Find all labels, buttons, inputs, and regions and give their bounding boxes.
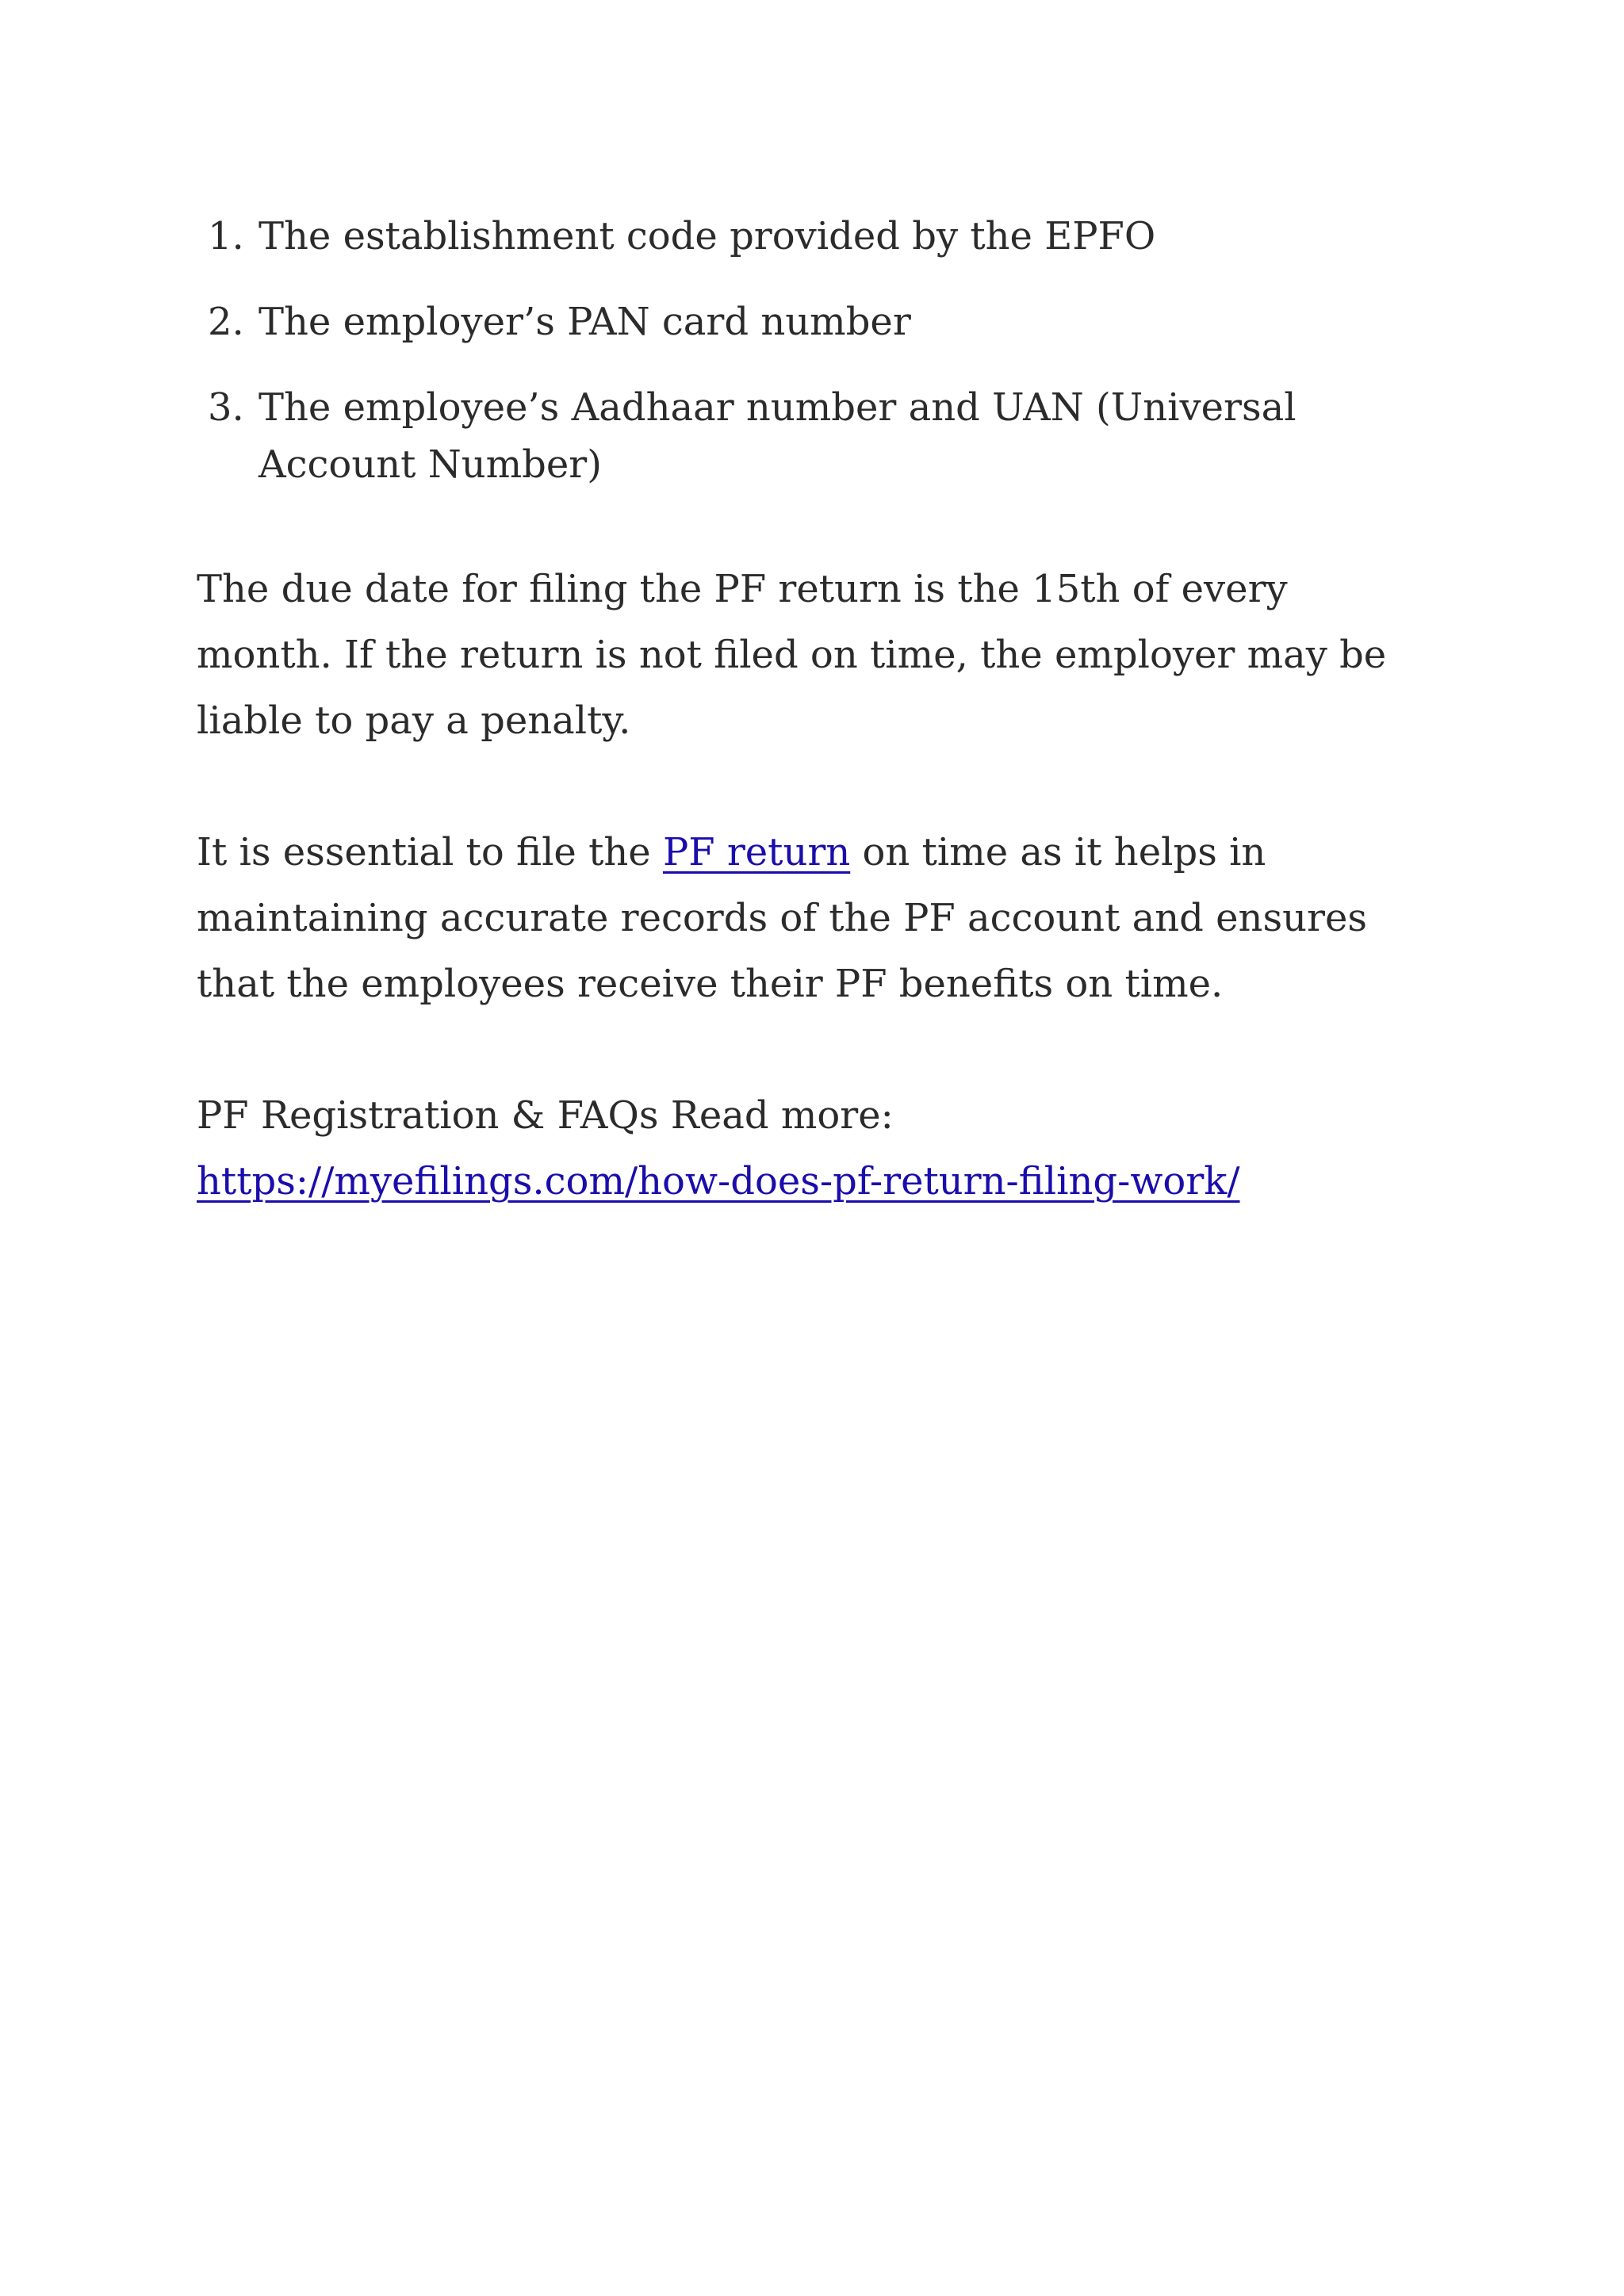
- list-item-number: 2.: [208, 300, 244, 344]
- read-more-link[interactable]: https://myefilings.com/how-does-pf-return-filing-work/: [197, 1159, 1240, 1203]
- read-more-prefix: PF Registration & FAQs Read more:: [197, 1093, 894, 1138]
- list-item-text: The employee’s Aadhaar number and UAN (Universal Account Number): [259, 385, 1297, 487]
- list-item: [197, 293, 1434, 350]
- list-item-text: The establishment code provided by the EPFO: [259, 214, 1156, 258]
- list-item: [197, 379, 1434, 493]
- read-more-paragraph: [197, 1083, 1434, 1215]
- list-item-number: 3.: [208, 385, 244, 430]
- due-date-paragraph: The due date for filing the PF return is the 15th of every month. If the return is not filed on time, the employer may be liable to pay a penalty.: [197, 567, 1387, 743]
- pf-return-link[interactable]: PF return: [662, 830, 851, 874]
- list-item-number: 1.: [208, 214, 244, 258]
- list-item-text: The employer’s PAN card number: [259, 300, 911, 344]
- essential-paragraph: [197, 820, 1434, 1017]
- list-item: [197, 208, 1434, 265]
- requirements-list: [197, 208, 1434, 493]
- document-content: [197, 208, 1434, 1215]
- essential-text-before-link: It is essential to file the: [197, 830, 663, 874]
- essential-text-after-link: on time as it helps in maintaining accurate records of the PF account and ensures that the employees receive their PF benefits on time.: [197, 830, 1367, 1006]
